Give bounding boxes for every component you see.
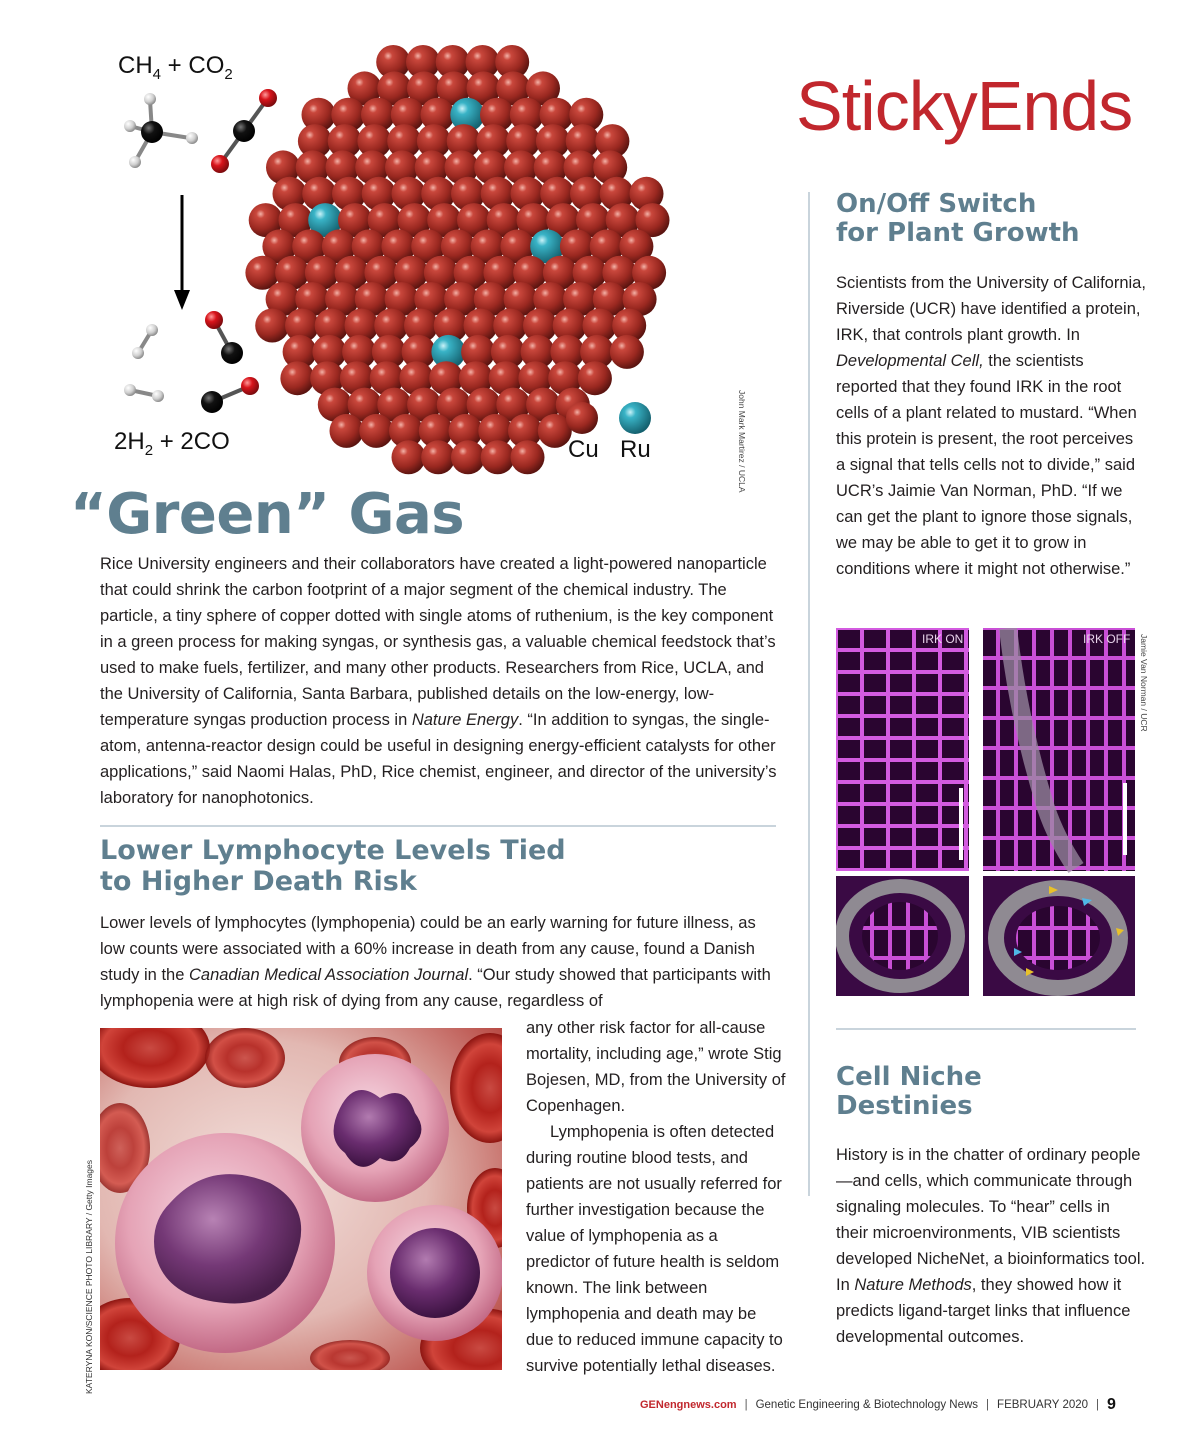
copper-nanoparticle (245, 45, 669, 474)
column-rule (808, 192, 810, 1196)
nanoparticle-illustration (90, 40, 690, 480)
onoff-body: Scientists from the University of California, Riverside (UCR) have identified a protein, IRK, that controls plant growth. In Developmental Cell, the scientists reported that they found IRK in the root cells of a plant related to mustard. “When this protein is present, the root perceives a signal that tells cells not to divide,” said UCR’s Jaimie Van Norman, PhD. “If we can get the plant to ignore those signals, we may be able to get it to grow in conditions where it might not otherwise.” (836, 274, 1146, 578)
methane-molecule (124, 93, 198, 168)
photo-credit-top: John Mark Martirez / UCLA (737, 390, 747, 493)
copper-atom (578, 361, 612, 395)
photo-credit-plant: Jamie Van Norman / UCR (1139, 634, 1149, 732)
journal-name: Canadian Medical Association Journal (188, 966, 469, 984)
co-molecules (201, 311, 259, 413)
copper-atom (421, 440, 455, 474)
section-divider (836, 1028, 1136, 1030)
copper-atom (511, 440, 545, 474)
ruthenium-legend-sphere (619, 402, 651, 434)
copper-atom (359, 414, 393, 448)
copper-legend-sphere (566, 402, 598, 434)
green-gas-headline: “Green” Gas (70, 482, 465, 547)
footer-separator: | (1096, 1399, 1100, 1411)
page-number: 9 (1107, 1396, 1116, 1413)
irk-on-label: IRK ON (922, 632, 964, 646)
irk-off-label: IRK OFF (1083, 632, 1131, 646)
lymphocyte-headline: Lower Lymphocyte Levels Tied to Higher Death Risk (100, 835, 566, 897)
lymphocyte-column-text: any other risk factor for all-cause mortality, including age,” wrote Stig Bojesen, MD, from the University of Copenhagen. Lymphopenia is often detected during routine blood tests, and patients are not usually referred for further investigation because the value of lymphopenia as a predictor of future health is seldom known. The link between lymphopenia and death may be due to reduced immune capacity to survive potentially lethal diseases. (526, 1019, 786, 1375)
copper-atom (330, 414, 364, 448)
copper-atom (280, 361, 314, 395)
plant-micrograph-svg (836, 628, 1135, 996)
plant-root-micrograph (836, 628, 1135, 996)
blood-cell-svg (100, 1028, 502, 1370)
section-divider (100, 825, 776, 827)
journal-name: Nature Energy (411, 711, 519, 729)
copper-atom (610, 335, 644, 369)
reactants-formula: $CH_4 + CO_2$ (118, 52, 233, 83)
co2-molecule (211, 89, 277, 173)
footer-separator: | (986, 1399, 990, 1411)
reaction-arrow (174, 195, 190, 310)
page-footer (640, 1396, 1140, 1414)
footer-publication: Genetic Engineering & Biotechnology News (755, 1399, 979, 1411)
copper-atom (255, 309, 289, 343)
legend-cu-label: Cu (568, 436, 599, 463)
onoff-headline: On/Off Switch for Plant Growth (836, 189, 1080, 249)
section-title: StickyEnds (796, 67, 1133, 145)
blood-cell-image (100, 1028, 502, 1370)
cell-niche-body: History is in the chatter of ordinary people—and cells, which communicate through signaling molecules. To “hear” cells in their microenvironments, VIB scientists developed NicheNet, a bioinformatics tool. In Nature Methods, they showed how it predicts ligand-target links that influence developmental outcomes. (836, 1146, 1146, 1346)
journal-name: Nature Methods (854, 1276, 972, 1294)
copper-atom (392, 440, 426, 474)
legend-ru-label: Ru (620, 436, 651, 463)
journal-name: Developmental Cell, (836, 352, 984, 370)
green-gas-body: Rice University engineers and their collaborators have created a light-powered nanoparticle that could shrink the carbon footprint of a major segment of the chemical industry. The particle, a tiny sphere of copper dotted with single atoms of ruthenium, is the key component in a green process for making syngas, or synthesis gas, a valuable chemical feedstock that’s used to make fuels, fertilizer, and many other products. Researchers from Rice, UCLA, and the University of California, Santa Barbara, published details on the low-energy, low-temperature syngas production process in Nature Energy. “In addition to syngas, the single-atom, antenna-reactor design could be useful in designing energy-efficient catalysts for other applications,” said Naomi Halas, PhD, Rice chemist, engineer, and director of the university’s laboratory for nanophotonics. (100, 555, 777, 807)
h2-molecules (124, 324, 164, 402)
copper-atom (481, 440, 515, 474)
photo-credit-blood: KATERYNA KON/SCIENCE PHOTO LIBRARY / Getty Images (84, 1160, 94, 1394)
copper-atom (451, 440, 485, 474)
footer-site-link[interactable]: GENengnews.com (640, 1399, 737, 1411)
footer-separator: | (744, 1399, 748, 1411)
lymphocyte-body: Lower levels of lymphocytes (lymphopenia) could be an early warning for future illness, as low counts were associated with a 60% increase in death from any cause, found a Danish study in the Canadian Medical Association Journal. “Our study showed that participants with lymphopenia were at high risk of dying from any cause, regardless of (100, 914, 771, 1010)
nanoparticle-svg (90, 40, 690, 480)
products-formula: $2H_2 + 2CO$ (114, 428, 230, 459)
footer-issue: FEBRUARY 2020 (997, 1399, 1089, 1411)
cell-niche-headline: Cell Niche Destinies (836, 1062, 982, 1122)
